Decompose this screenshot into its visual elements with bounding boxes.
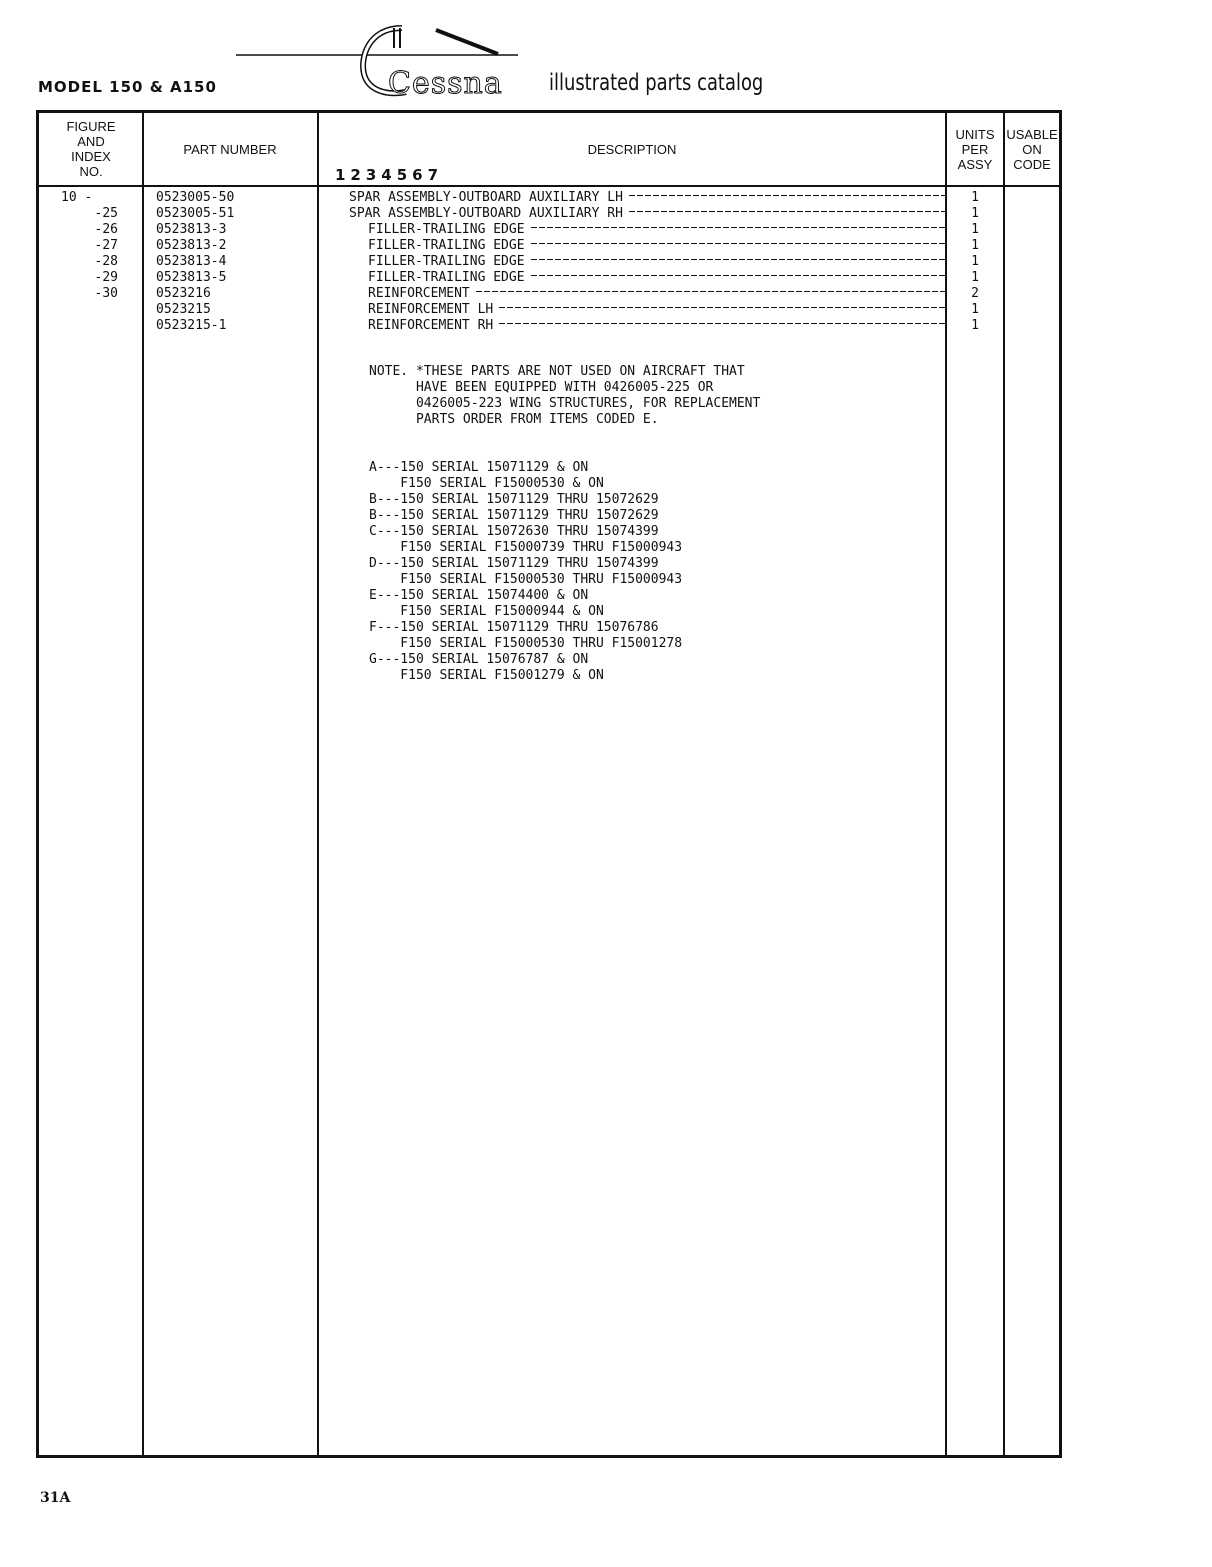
description-row (349, 270, 945, 286)
model-title: MODEL 150 & A150 (38, 78, 217, 96)
description-text: SPAR ASSEMBLY-OUTBOARD AUXILIARY LH (349, 190, 623, 205)
leader-dashes (531, 270, 945, 278)
leader-dashes (476, 286, 945, 294)
serial-code-line: B---150 SERIAL 15071129 THRU 15072629 (369, 492, 659, 507)
units-cell: 1 (971, 302, 979, 317)
description-row (349, 190, 945, 206)
part-number-cell: 0523005-51 (156, 206, 235, 221)
index-cell: -26 (94, 222, 118, 237)
units-cell: 1 (971, 222, 979, 237)
header-description: DESCRIPTION (587, 141, 677, 157)
part-number-cell: 0523813-5 (156, 270, 227, 285)
part-number-cell: 0523813-4 (156, 254, 227, 269)
index-cell: -30 (94, 286, 118, 301)
units-cell: 1 (971, 190, 979, 205)
leader-dashes (531, 254, 945, 262)
serial-code-line: F150 SERIAL F15000530 THRU F15001278 (369, 636, 683, 651)
leader-dashes (629, 206, 945, 214)
description-text: FILLER-TRAILING EDGE (368, 222, 525, 237)
description-text: FILLER-TRAILING EDGE (368, 254, 525, 269)
description-row (349, 206, 945, 222)
index-column (39, 190, 143, 302)
units-cell: 1 (971, 254, 979, 269)
index-cell: -25 (94, 206, 118, 221)
description-row (349, 302, 945, 318)
description-row (349, 238, 945, 254)
part-number-cell: 0523005-50 (156, 190, 235, 205)
serial-code-line: F150 SERIAL F15000530 THRU F15000943 (369, 572, 683, 587)
description-row (349, 318, 945, 334)
serial-code-line: C---150 SERIAL 15072630 THRU 15074399 (369, 524, 659, 539)
units-cell: 1 (971, 206, 979, 221)
part-number-cell: 0523813-2 (156, 238, 227, 253)
serial-code-line: F150 SERIAL F15001279 & ON (369, 668, 604, 683)
index-cell: -29 (94, 270, 118, 285)
leader-dashes (629, 190, 945, 198)
note-block (369, 364, 760, 428)
units-cell: 1 (971, 318, 979, 333)
serial-code-line: G---150 SERIAL 15076787 & ON (369, 652, 589, 667)
index-cell: -28 (94, 254, 118, 269)
description-text: REINFORCEMENT RH (368, 318, 494, 333)
cessna-logo (236, 22, 764, 108)
part-number-cell: 0523215-1 (156, 318, 227, 333)
page-number: 31A (40, 1490, 71, 1506)
header-units: UNITS PER ASSY (955, 126, 995, 172)
note-line: PARTS ORDER FROM ITEMS CODED E. (369, 412, 659, 427)
description-text: FILLER-TRAILING EDGE (368, 238, 525, 253)
description-row (349, 254, 945, 270)
units-cell: 1 (971, 238, 979, 253)
leader-dashes (531, 238, 945, 246)
units-column (945, 190, 1005, 334)
parts-table (36, 110, 1062, 1458)
note-line: 0426005-223 WING STRUCTURES, FOR REPLACEMENT (369, 396, 761, 411)
serial-code-line: D---150 SERIAL 15071129 THRU 15074399 (369, 556, 659, 571)
part-number-cell: 0523216 (156, 286, 211, 301)
serial-code-line: E---150 SERIAL 15074400 & ON (369, 588, 589, 603)
note-line: HAVE BEEN EQUIPPED WITH 0426005-225 OR (369, 380, 714, 395)
column-divider (142, 113, 144, 1455)
description-column (349, 190, 945, 334)
serial-code-block (369, 460, 682, 684)
header-usable: USABLE ON CODE (1006, 126, 1058, 172)
serial-code-line: F---150 SERIAL 15071129 THRU 15076786 (369, 620, 659, 635)
serial-code-line: F150 SERIAL F15000530 & ON (369, 476, 604, 491)
column-divider (317, 113, 319, 1455)
leader-dashes (499, 318, 945, 326)
leader-dashes (499, 302, 945, 310)
serial-code-line: A---150 SERIAL 15071129 & ON (369, 460, 589, 475)
part-number-cell: 0523813-3 (156, 222, 227, 237)
catalog-title: illustrated parts catalog (549, 70, 764, 96)
part-number-cell: 0523215 (156, 302, 211, 317)
description-text: REINFORCEMENT LH (368, 302, 494, 317)
serial-code-line: B---150 SERIAL 15071129 THRU 15072629 (369, 508, 659, 523)
description-text: SPAR ASSEMBLY-OUTBOARD AUXILIARY RH (349, 206, 623, 221)
header-divider (39, 185, 1059, 187)
serial-code-line: F150 SERIAL F15000739 THRU F15000943 (369, 540, 683, 555)
note-line: NOTE. *THESE PARTS ARE NOT USED ON AIRCRAFT THAT (369, 364, 745, 379)
units-cell: 1 (971, 270, 979, 285)
header-part-number: PART NUMBER (183, 141, 277, 157)
index-cell: -27 (94, 238, 118, 253)
cessna-wordmark: Cessna (388, 66, 503, 101)
units-cell: 2 (971, 286, 979, 301)
index-cell: 10 - (61, 190, 93, 205)
part-number-column (156, 190, 234, 334)
description-row (349, 286, 945, 302)
header-indent-digits: 1234567 (335, 166, 444, 184)
leader-dashes (531, 222, 945, 230)
description-text: FILLER-TRAILING EDGE (368, 270, 525, 285)
description-row (349, 222, 945, 238)
description-text: REINFORCEMENT (368, 286, 470, 301)
header-index: FIGURE AND INDEX NO. (66, 119, 116, 179)
serial-code-line: F150 SERIAL F15000944 & ON (369, 604, 604, 619)
